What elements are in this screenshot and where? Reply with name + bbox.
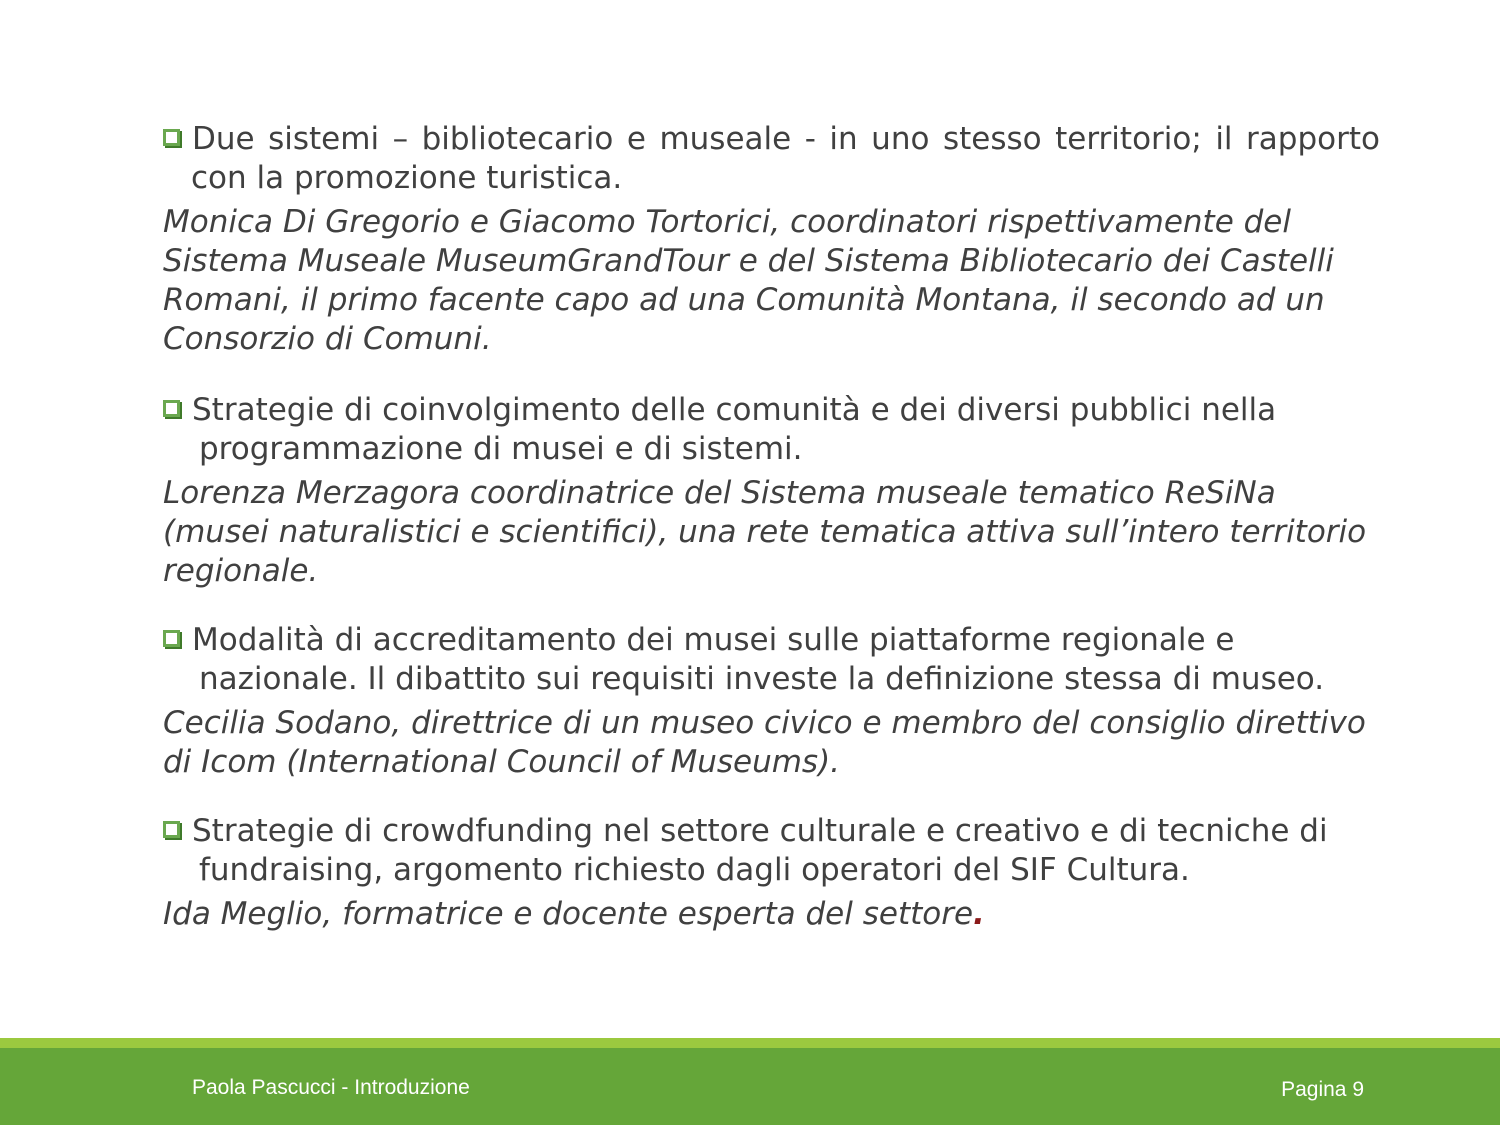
agenda-item-text xyxy=(163,391,1380,469)
checkbox-bullet-icon xyxy=(163,400,180,417)
agenda-item-1 xyxy=(163,120,1380,359)
agenda-item-4 xyxy=(163,812,1380,934)
agenda-item-text xyxy=(163,621,1380,699)
agenda-item-label: Due sistemi – bibliotecario e museale - in uno stesso territorio; il rapporto con la promozione turistica. xyxy=(191,121,1380,196)
agenda-item-label: Strategie di crowdfunding nel settore culturale e creativo e di tecniche di fundraising, argomento richiesto dagli operatori del SIF Cultura. xyxy=(192,813,1328,888)
agenda-item-3 xyxy=(163,621,1380,782)
agenda-item-2 xyxy=(163,391,1380,591)
accent-period: . xyxy=(973,896,985,932)
agenda-item-label: Strategie di coinvolgimento delle comunità e dei diversi pubblici nella programmazione di musei e di sistemi. xyxy=(192,392,1277,467)
checkbox-bullet-icon xyxy=(163,630,180,647)
footer-accent-stripe xyxy=(0,1038,1500,1048)
page-number: Pagina 9 xyxy=(1281,1078,1364,1101)
slide-content xyxy=(163,120,1380,934)
speaker-description: Lorenza Merzagora coordinatrice del Sistema museale tematico ReSiNa (musei naturalistici e scientifici), una rete tematica attiva sull’intero territorio regionale. xyxy=(163,475,1367,589)
agenda-item-text xyxy=(163,812,1380,890)
speaker-description xyxy=(163,895,1380,934)
speaker-description: Monica Di Gregorio e Giacomo Tortorici, coordinatori rispettivamente del Sistema Museale MuseumGrandTour e del Sistema Bibliotecario dei Castelli Romani, il primo facente capo ad una Comunità Montana, il secondo ad un Consorzio di Comuni. xyxy=(163,204,1334,357)
agenda-item-label: Modalità di accreditamento dei musei sulle piattaforme regionale e nazionale. Il dibattito sui requisiti investe la definizione stessa di museo. xyxy=(192,622,1325,697)
speaker-description: Cecilia Sodano, direttrice di un museo civico e membro del consiglio direttivo di Icom (International Council of Museums). xyxy=(163,705,1366,780)
checkbox-bullet-icon xyxy=(163,821,180,838)
checkbox-bullet-icon xyxy=(163,129,180,146)
footer-author: Paola Pascucci - Introduzione xyxy=(192,1076,470,1099)
agenda-item-text xyxy=(163,120,1380,198)
speaker-text: Ida Meglio, formatrice e docente esperta del settore xyxy=(163,896,974,932)
